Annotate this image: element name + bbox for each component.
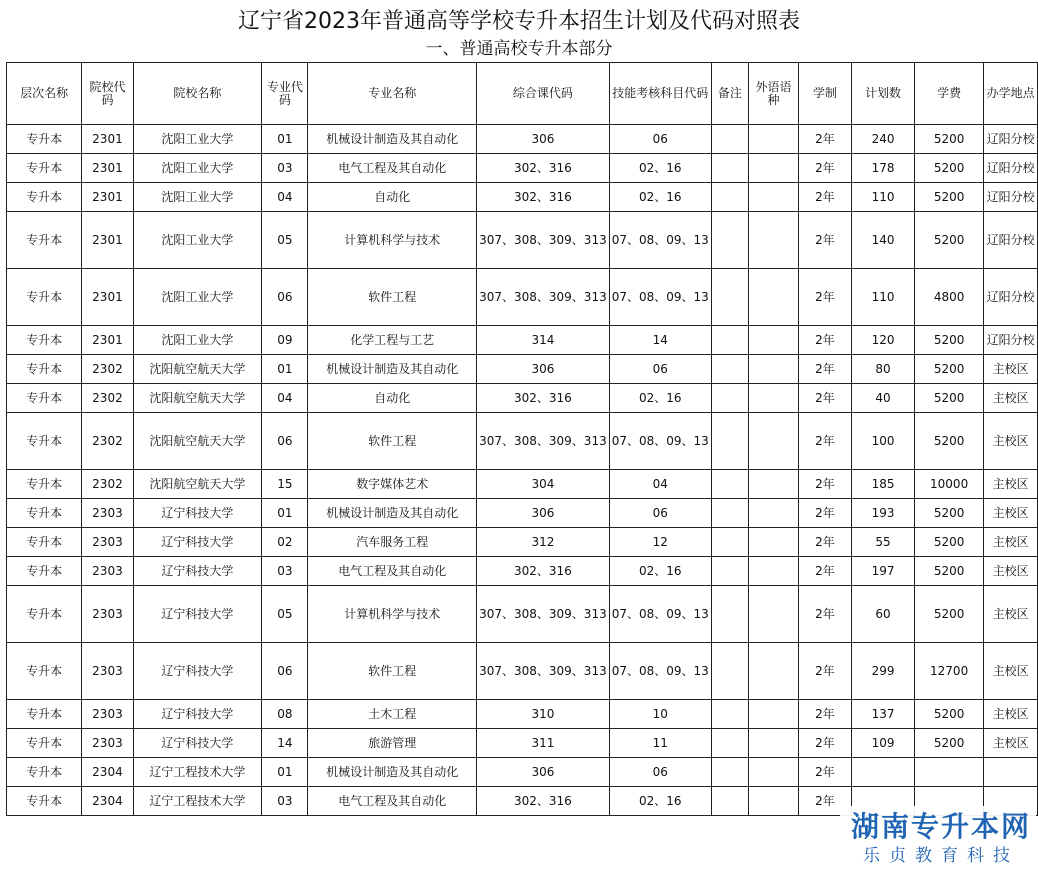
cell-fee: 5200 bbox=[914, 499, 983, 528]
cell-course-code: 306 bbox=[477, 355, 610, 384]
table-row bbox=[7, 528, 1038, 557]
cell-fee: 5200 bbox=[914, 355, 983, 384]
cell-major-code: 01 bbox=[262, 125, 308, 154]
cell-course-code: 302、316 bbox=[477, 557, 610, 586]
table-row bbox=[7, 586, 1038, 643]
cell-plan: 110 bbox=[852, 269, 915, 326]
cell-school-name: 沈阳工业大学 bbox=[133, 154, 262, 183]
cell-note bbox=[711, 528, 748, 557]
header-fee: 学费 bbox=[914, 63, 983, 125]
cell-fee: 5200 bbox=[914, 700, 983, 729]
cell-fee: 5200 bbox=[914, 154, 983, 183]
cell-location: 主校区 bbox=[984, 729, 1038, 758]
cell-location: 辽阳分校 bbox=[984, 326, 1038, 355]
cell-school-name: 沈阳工业大学 bbox=[133, 269, 262, 326]
cell-language bbox=[748, 384, 798, 413]
cell-skill-code: 14 bbox=[609, 326, 711, 355]
cell-skill-code: 07、08、09、13 bbox=[609, 643, 711, 700]
cell-location: 主校区 bbox=[984, 557, 1038, 586]
cell-level: 专升本 bbox=[7, 643, 82, 700]
table-row bbox=[7, 499, 1038, 528]
cell-fee: 12700 bbox=[914, 643, 983, 700]
cell-major-name: 电气工程及其自动化 bbox=[308, 787, 477, 816]
table-row bbox=[7, 557, 1038, 586]
watermark bbox=[840, 806, 1036, 870]
cell-major-name: 软件工程 bbox=[308, 643, 477, 700]
cell-plan: 240 bbox=[852, 125, 915, 154]
cell-major-code: 08 bbox=[262, 700, 308, 729]
table-row bbox=[7, 269, 1038, 326]
cell-fee: 5200 bbox=[914, 384, 983, 413]
cell-plan: 140 bbox=[852, 212, 915, 269]
cell-major-code: 05 bbox=[262, 586, 308, 643]
cell-major-code: 15 bbox=[262, 470, 308, 499]
header-location: 办学地点 bbox=[984, 63, 1038, 125]
cell-major-code: 01 bbox=[262, 499, 308, 528]
cell-skill-code: 10 bbox=[609, 700, 711, 729]
table-row bbox=[7, 729, 1038, 758]
cell-school-code: 2302 bbox=[82, 384, 133, 413]
table-row bbox=[7, 326, 1038, 355]
cell-major-name: 机械设计制造及其自动化 bbox=[308, 125, 477, 154]
cell-skill-code: 07、08、09、13 bbox=[609, 586, 711, 643]
cell-school-name: 辽宁科技大学 bbox=[133, 729, 262, 758]
cell-school-name: 辽宁科技大学 bbox=[133, 643, 262, 700]
cell-course-code: 302、316 bbox=[477, 183, 610, 212]
cell-major-code: 06 bbox=[262, 269, 308, 326]
cell-major-name: 电气工程及其自动化 bbox=[308, 154, 477, 183]
cell-major-name: 机械设计制造及其自动化 bbox=[308, 355, 477, 384]
cell-major-name: 化学工程与工艺 bbox=[308, 326, 477, 355]
cell-location: 主校区 bbox=[984, 499, 1038, 528]
cell-course-code: 314 bbox=[477, 326, 610, 355]
cell-note bbox=[711, 326, 748, 355]
cell-language bbox=[748, 154, 798, 183]
cell-fee: 5200 bbox=[914, 212, 983, 269]
cell-school-name: 辽宁工程技术大学 bbox=[133, 758, 262, 787]
cell-years: 2年 bbox=[798, 269, 851, 326]
cell-years: 2年 bbox=[798, 470, 851, 499]
cell-plan: 40 bbox=[852, 384, 915, 413]
cell-major-code: 09 bbox=[262, 326, 308, 355]
cell-level: 专升本 bbox=[7, 470, 82, 499]
cell-skill-code: 07、08、09、13 bbox=[609, 413, 711, 470]
cell-level: 专升本 bbox=[7, 212, 82, 269]
cell-skill-code: 02、16 bbox=[609, 787, 711, 816]
cell-level: 专升本 bbox=[7, 586, 82, 643]
cell-school-code: 2303 bbox=[82, 528, 133, 557]
cell-note bbox=[711, 758, 748, 787]
cell-location: 主校区 bbox=[984, 413, 1038, 470]
cell-school-name: 辽宁科技大学 bbox=[133, 557, 262, 586]
cell-fee: 5200 bbox=[914, 125, 983, 154]
cell-years: 2年 bbox=[798, 384, 851, 413]
cell-note bbox=[711, 499, 748, 528]
cell-major-name: 计算机科学与技术 bbox=[308, 586, 477, 643]
cell-language bbox=[748, 183, 798, 212]
header-plan: 计划数 bbox=[852, 63, 915, 125]
cell-years: 2年 bbox=[798, 413, 851, 470]
cell-language bbox=[748, 643, 798, 700]
cell-years: 2年 bbox=[798, 787, 851, 816]
cell-school-code: 2304 bbox=[82, 787, 133, 816]
cell-school-code: 2303 bbox=[82, 643, 133, 700]
cell-school-name: 辽宁工程技术大学 bbox=[133, 787, 262, 816]
header-course-code: 综合课代码 bbox=[477, 63, 610, 125]
cell-major-code: 03 bbox=[262, 154, 308, 183]
cell-language bbox=[748, 499, 798, 528]
cell-course-code: 310 bbox=[477, 700, 610, 729]
cell-level: 专升本 bbox=[7, 355, 82, 384]
cell-location: 主校区 bbox=[984, 384, 1038, 413]
cell-fee: 5200 bbox=[914, 326, 983, 355]
table-row bbox=[7, 125, 1038, 154]
cell-location: 主校区 bbox=[984, 700, 1038, 729]
table-row bbox=[7, 643, 1038, 700]
cell-level: 专升本 bbox=[7, 557, 82, 586]
cell-location: 主校区 bbox=[984, 643, 1038, 700]
cell-school-name: 辽宁科技大学 bbox=[133, 499, 262, 528]
cell-major-code: 01 bbox=[262, 758, 308, 787]
cell-note bbox=[711, 154, 748, 183]
cell-note bbox=[711, 586, 748, 643]
cell-fee: 5200 bbox=[914, 183, 983, 212]
cell-years: 2年 bbox=[798, 729, 851, 758]
cell-school-name: 沈阳工业大学 bbox=[133, 326, 262, 355]
header-major-code: 专业代码 bbox=[262, 63, 308, 125]
cell-plan: 178 bbox=[852, 154, 915, 183]
cell-level: 专升本 bbox=[7, 384, 82, 413]
table-row bbox=[7, 212, 1038, 269]
cell-fee: 4800 bbox=[914, 269, 983, 326]
cell-plan: 193 bbox=[852, 499, 915, 528]
cell-location: 主校区 bbox=[984, 470, 1038, 499]
cell-major-name: 自动化 bbox=[308, 384, 477, 413]
cell-course-code: 306 bbox=[477, 499, 610, 528]
cell-years: 2年 bbox=[798, 557, 851, 586]
cell-plan: 137 bbox=[852, 700, 915, 729]
cell-plan: 100 bbox=[852, 413, 915, 470]
cell-course-code: 311 bbox=[477, 729, 610, 758]
table-row bbox=[7, 355, 1038, 384]
cell-major-code: 04 bbox=[262, 183, 308, 212]
cell-major-name: 数字媒体艺术 bbox=[308, 470, 477, 499]
cell-major-name: 土木工程 bbox=[308, 700, 477, 729]
cell-note bbox=[711, 269, 748, 326]
cell-note bbox=[711, 384, 748, 413]
cell-skill-code: 02、16 bbox=[609, 557, 711, 586]
cell-note bbox=[711, 557, 748, 586]
cell-skill-code: 12 bbox=[609, 528, 711, 557]
cell-fee: 5200 bbox=[914, 413, 983, 470]
cell-years: 2年 bbox=[798, 355, 851, 384]
cell-course-code: 306 bbox=[477, 758, 610, 787]
cell-language bbox=[748, 586, 798, 643]
header-level: 层次名称 bbox=[7, 63, 82, 125]
cell-school-code: 2301 bbox=[82, 125, 133, 154]
table-body bbox=[7, 125, 1038, 816]
cell-major-code: 01 bbox=[262, 355, 308, 384]
cell-level: 专升本 bbox=[7, 183, 82, 212]
cell-school-code: 2302 bbox=[82, 355, 133, 384]
cell-skill-code: 06 bbox=[609, 499, 711, 528]
cell-note bbox=[711, 729, 748, 758]
cell-location bbox=[984, 758, 1038, 787]
cell-plan: 55 bbox=[852, 528, 915, 557]
cell-course-code: 307、308、309、313 bbox=[477, 269, 610, 326]
cell-plan: 197 bbox=[852, 557, 915, 586]
header-school-name: 院校名称 bbox=[133, 63, 262, 125]
cell-school-name: 沈阳工业大学 bbox=[133, 125, 262, 154]
header-note: 备注 bbox=[711, 63, 748, 125]
cell-plan: 185 bbox=[852, 470, 915, 499]
table-row bbox=[7, 470, 1038, 499]
cell-school-name: 辽宁科技大学 bbox=[133, 528, 262, 557]
cell-school-name: 沈阳航空航天大学 bbox=[133, 470, 262, 499]
cell-course-code: 307、308、309、313 bbox=[477, 586, 610, 643]
cell-plan: 80 bbox=[852, 355, 915, 384]
cell-note bbox=[711, 125, 748, 154]
header-school-code: 院校代码 bbox=[82, 63, 133, 125]
cell-location: 辽阳分校 bbox=[984, 269, 1038, 326]
cell-school-code: 2303 bbox=[82, 729, 133, 758]
cell-school-code: 2302 bbox=[82, 470, 133, 499]
cell-major-name: 计算机科学与技术 bbox=[308, 212, 477, 269]
cell-course-code: 307、308、309、313 bbox=[477, 212, 610, 269]
cell-language bbox=[748, 125, 798, 154]
cell-note bbox=[711, 183, 748, 212]
cell-note bbox=[711, 413, 748, 470]
header-years: 学制 bbox=[798, 63, 851, 125]
cell-course-code: 302、316 bbox=[477, 384, 610, 413]
cell-location: 辽阳分校 bbox=[984, 125, 1038, 154]
cell-years: 2年 bbox=[798, 643, 851, 700]
cell-plan: 120 bbox=[852, 326, 915, 355]
cell-years: 2年 bbox=[798, 326, 851, 355]
cell-language bbox=[748, 470, 798, 499]
cell-location: 主校区 bbox=[984, 355, 1038, 384]
cell-level: 专升本 bbox=[7, 413, 82, 470]
cell-location: 主校区 bbox=[984, 528, 1038, 557]
table-header bbox=[7, 63, 1038, 125]
cell-school-code: 2303 bbox=[82, 700, 133, 729]
cell-language bbox=[748, 326, 798, 355]
cell-fee: 10000 bbox=[914, 470, 983, 499]
cell-school-name: 辽宁科技大学 bbox=[133, 586, 262, 643]
cell-language bbox=[748, 557, 798, 586]
cell-major-code: 05 bbox=[262, 212, 308, 269]
cell-years: 2年 bbox=[798, 499, 851, 528]
cell-fee: 5200 bbox=[914, 729, 983, 758]
cell-note bbox=[711, 787, 748, 816]
cell-major-name: 软件工程 bbox=[308, 269, 477, 326]
cell-note bbox=[711, 700, 748, 729]
cell-level: 专升本 bbox=[7, 758, 82, 787]
cell-language bbox=[748, 528, 798, 557]
cell-location: 辽阳分校 bbox=[984, 154, 1038, 183]
cell-years: 2年 bbox=[798, 758, 851, 787]
cell-location: 辽阳分校 bbox=[984, 212, 1038, 269]
header-major-name: 专业名称 bbox=[308, 63, 477, 125]
cell-plan: 109 bbox=[852, 729, 915, 758]
cell-level: 专升本 bbox=[7, 787, 82, 816]
cell-language bbox=[748, 355, 798, 384]
cell-major-name: 旅游管理 bbox=[308, 729, 477, 758]
cell-language bbox=[748, 700, 798, 729]
cell-school-code: 2302 bbox=[82, 413, 133, 470]
table-row bbox=[7, 700, 1038, 729]
cell-level: 专升本 bbox=[7, 729, 82, 758]
cell-major-code: 14 bbox=[262, 729, 308, 758]
cell-school-code: 2301 bbox=[82, 326, 133, 355]
cell-skill-code: 06 bbox=[609, 355, 711, 384]
cell-years: 2年 bbox=[798, 125, 851, 154]
cell-course-code: 306 bbox=[477, 125, 610, 154]
cell-school-name: 辽宁科技大学 bbox=[133, 700, 262, 729]
cell-course-code: 302、316 bbox=[477, 787, 610, 816]
cell-years: 2年 bbox=[798, 212, 851, 269]
cell-language bbox=[748, 413, 798, 470]
section-subtitle: 一、普通高校专升本部分 bbox=[425, 39, 613, 59]
cell-major-name: 机械设计制造及其自动化 bbox=[308, 758, 477, 787]
cell-major-name: 汽车服务工程 bbox=[308, 528, 477, 557]
cell-course-code: 307、308、309、313 bbox=[477, 643, 610, 700]
cell-course-code: 307、308、309、313 bbox=[477, 413, 610, 470]
cell-plan: 60 bbox=[852, 586, 915, 643]
cell-level: 专升本 bbox=[7, 326, 82, 355]
cell-skill-code: 11 bbox=[609, 729, 711, 758]
cell-major-code: 06 bbox=[262, 643, 308, 700]
table-row bbox=[7, 758, 1038, 787]
cell-plan bbox=[852, 758, 915, 787]
cell-major-code: 06 bbox=[262, 413, 308, 470]
cell-location: 主校区 bbox=[984, 586, 1038, 643]
cell-language bbox=[748, 787, 798, 816]
cell-major-name: 软件工程 bbox=[308, 413, 477, 470]
table-row bbox=[7, 384, 1038, 413]
cell-level: 专升本 bbox=[7, 499, 82, 528]
cell-note bbox=[711, 643, 748, 700]
cell-course-code: 312 bbox=[477, 528, 610, 557]
table-row bbox=[7, 154, 1038, 183]
cell-major-name: 电气工程及其自动化 bbox=[308, 557, 477, 586]
cell-school-code: 2301 bbox=[82, 183, 133, 212]
cell-level: 专升本 bbox=[7, 125, 82, 154]
cell-language bbox=[748, 212, 798, 269]
cell-school-name: 沈阳工业大学 bbox=[133, 183, 262, 212]
table-row bbox=[7, 413, 1038, 470]
cell-level: 专升本 bbox=[7, 700, 82, 729]
cell-school-name: 沈阳航空航天大学 bbox=[133, 384, 262, 413]
cell-level: 专升本 bbox=[7, 528, 82, 557]
cell-school-code: 2301 bbox=[82, 212, 133, 269]
cell-major-name: 自动化 bbox=[308, 183, 477, 212]
cell-school-code: 2303 bbox=[82, 499, 133, 528]
cell-course-code: 304 bbox=[477, 470, 610, 499]
cell-language bbox=[748, 729, 798, 758]
page-title: 辽宁省2023年普通高等学校专升本招生计划及代码对照表 bbox=[238, 9, 800, 34]
cell-school-code: 2303 bbox=[82, 557, 133, 586]
cell-fee: 5200 bbox=[914, 557, 983, 586]
cell-skill-code: 02、16 bbox=[609, 384, 711, 413]
cell-major-code: 04 bbox=[262, 384, 308, 413]
cell-language bbox=[748, 269, 798, 326]
cell-skill-code: 06 bbox=[609, 125, 711, 154]
header-skill-code: 技能考核科目代码 bbox=[609, 63, 711, 125]
cell-skill-code: 02、16 bbox=[609, 183, 711, 212]
watermark-tagline: 乐贞教育科技 bbox=[863, 846, 1019, 866]
cell-fee: 5200 bbox=[914, 586, 983, 643]
cell-major-code: 03 bbox=[262, 557, 308, 586]
cell-skill-code: 07、08、09、13 bbox=[609, 269, 711, 326]
cell-course-code: 302、316 bbox=[477, 154, 610, 183]
cell-note bbox=[711, 355, 748, 384]
watermark-brand: 湖南专升本网 bbox=[850, 810, 1031, 843]
cell-plan: 110 bbox=[852, 183, 915, 212]
cell-school-code: 2301 bbox=[82, 269, 133, 326]
cell-school-code: 2304 bbox=[82, 758, 133, 787]
cell-note bbox=[711, 212, 748, 269]
cell-language bbox=[748, 758, 798, 787]
cell-years: 2年 bbox=[798, 154, 851, 183]
cell-school-code: 2303 bbox=[82, 586, 133, 643]
cell-note bbox=[711, 470, 748, 499]
cell-years: 2年 bbox=[798, 183, 851, 212]
cell-major-name: 机械设计制造及其自动化 bbox=[308, 499, 477, 528]
cell-major-code: 02 bbox=[262, 528, 308, 557]
cell-skill-code: 06 bbox=[609, 758, 711, 787]
cell-fee bbox=[914, 758, 983, 787]
cell-major-code: 03 bbox=[262, 787, 308, 816]
cell-skill-code: 04 bbox=[609, 470, 711, 499]
cell-skill-code: 02、16 bbox=[609, 154, 711, 183]
enrollment-table bbox=[6, 62, 1038, 816]
cell-years: 2年 bbox=[798, 528, 851, 557]
cell-school-name: 沈阳工业大学 bbox=[133, 212, 262, 269]
cell-school-code: 2301 bbox=[82, 154, 133, 183]
cell-school-name: 沈阳航空航天大学 bbox=[133, 413, 262, 470]
table-row bbox=[7, 183, 1038, 212]
header-language: 外语语种 bbox=[748, 63, 798, 125]
cell-skill-code: 07、08、09、13 bbox=[609, 212, 711, 269]
cell-years: 2年 bbox=[798, 586, 851, 643]
cell-level: 专升本 bbox=[7, 269, 82, 326]
cell-location: 辽阳分校 bbox=[984, 183, 1038, 212]
cell-years: 2年 bbox=[798, 700, 851, 729]
cell-school-name: 沈阳航空航天大学 bbox=[133, 355, 262, 384]
cell-plan: 299 bbox=[852, 643, 915, 700]
cell-level: 专升本 bbox=[7, 154, 82, 183]
cell-fee: 5200 bbox=[914, 528, 983, 557]
